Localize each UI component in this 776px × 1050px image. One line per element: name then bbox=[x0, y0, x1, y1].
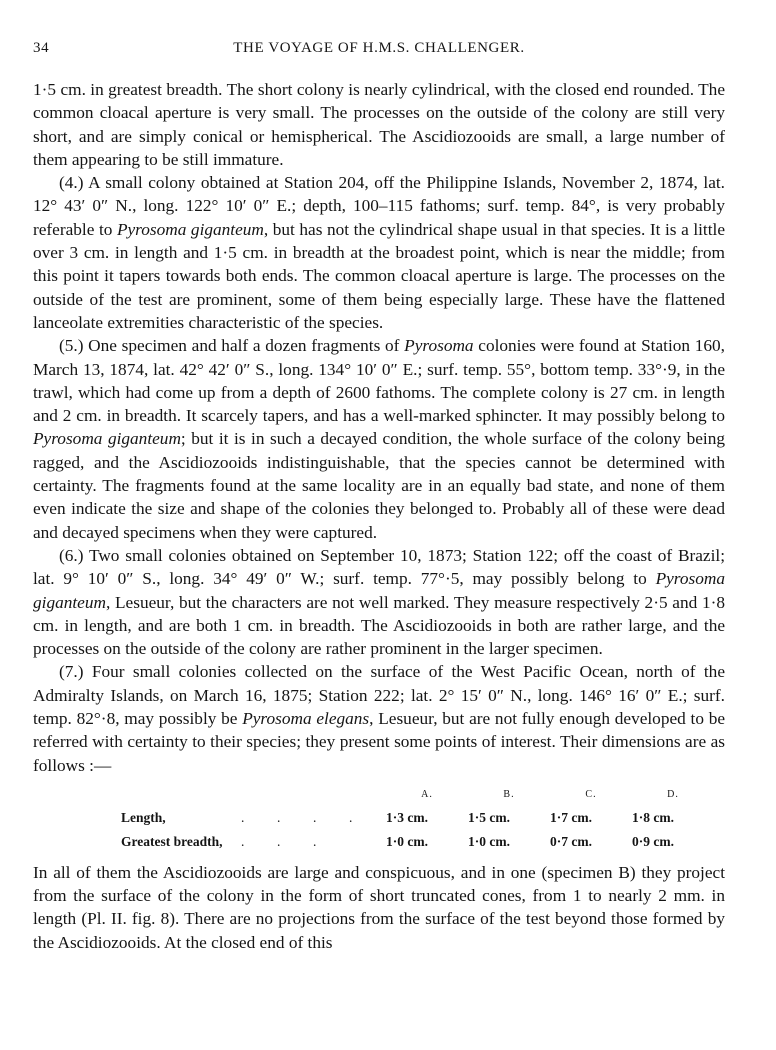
table-cell: 0·7 cm. bbox=[550, 833, 592, 849]
leader-dot: . bbox=[277, 833, 281, 849]
row-label: Length, bbox=[121, 810, 166, 826]
table-cell: 1·0 cm. bbox=[468, 833, 510, 849]
column-header-c: C. bbox=[585, 788, 597, 800]
leader-dot: . bbox=[241, 833, 245, 849]
column-header-a: A. bbox=[421, 788, 433, 800]
leader-dot: . bbox=[349, 810, 353, 826]
text-run: (4.) A small colony obtained at Station 204, off the Philippine Islands, November 2, 1874, lat. 12° 43′ 0″ N., long. 122° 10′ 0″ E.; depth, 100–115 fathoms; surf. temp. 84°, is very probably referable to bbox=[33, 173, 725, 239]
leader-dot: . bbox=[277, 810, 281, 826]
table-cell: 1·0 cm. bbox=[386, 833, 428, 849]
table-row-breadth bbox=[121, 830, 714, 853]
leader-dot: . bbox=[241, 810, 245, 826]
page-number: 34 bbox=[33, 40, 50, 56]
text-run: colonies were found at Station 160, March 13, 1874, lat. 42° 42′ 0″ S., long. 134° 10′ 0″ E.; surf. temp. 55°, bottom temp. 33°·9, in the trawl, which had come up from a depth of 2600 fathoms. The complete colony is 27 cm. in length and 2 cm. in breadth. It scarcely tapers, and has a well-marked sphincter. It may possibly belong to bbox=[33, 336, 725, 426]
paragraph-continuation: 1·5 cm. in greatest breadth. The short colony is nearly cylindrical, with the closed end rounded. The common cloacal aperture is very small. The processes on the outside of the colony are still very short, and are simply conical or hemispherical. The Ascidiozooids are small, a large number of them appearing to be still immature. bbox=[33, 80, 725, 169]
dimensions-table bbox=[121, 783, 714, 853]
table-cell: 1·8 cm. bbox=[632, 810, 674, 826]
table-row-length bbox=[121, 806, 714, 829]
text-run: , but has not the cylindrical shape usual in that species. It is a little over 3 cm. in length and 1·5 cm. in breadth at the broadest point, which is near the middle; from this point it tapers towards both ends. The common cloacal aperture is large. The processes on the outside of the test are prominent, some of them being especially large. These have the flattened lanceolate extremities characteristic of the species. bbox=[33, 219, 725, 332]
table-header-row bbox=[121, 783, 714, 806]
text-run: , Lesueur, but the characters are not well marked. They measure respectively 2·5 and 1·8 cm. in length, and are both 1 cm. in breadth. The Ascidiozooids in both are rather large, and the processes on the outside of the colony are rather prominent in the larger specimen. bbox=[33, 592, 725, 659]
genus-name: Pyrosoma bbox=[404, 336, 474, 356]
species-name: Pyrosoma giganteum bbox=[33, 569, 725, 612]
table-cell: 1·7 cm. bbox=[550, 810, 592, 826]
table-cell: 1·5 cm. bbox=[468, 810, 510, 826]
paragraph-specimen-6 bbox=[33, 544, 725, 660]
text-run: (7.) Four small colonies collected on the surface of the West Pacific Ocean, north of the Admiralty Islands, on March 16, 1875; Station 222; lat. 2° 15′ 0″ N., long. 146° 16′ 0″ E.; surf. temp. 82°·8, may possibly be bbox=[33, 662, 725, 729]
text-run: , Lesueur, but are not fully enough developed to be referred with certainty to their species; they present some points of interest. Their dimensions are as follows :— bbox=[33, 709, 726, 775]
column-header-b: B. bbox=[503, 788, 515, 800]
leader-dot: . bbox=[313, 810, 317, 826]
leader-dots bbox=[241, 830, 386, 853]
page bbox=[33, 40, 725, 954]
paragraph-observations: In all of them the Ascidiozooids are large and conspicuous, and in one (specimen B) they project from the surface of the colony in the form of short truncated cones, from 1 to nearly 2 mm. in length (Pl. II. fig. 8). There are no projections from the surface of the test beyond those formed by the Ascidiozooids. At the closed end of this bbox=[33, 862, 725, 952]
table-cell: 0·9 cm. bbox=[632, 833, 674, 849]
leader-dots bbox=[241, 806, 386, 829]
paragraph-specimen-7 bbox=[33, 660, 725, 776]
paragraph-specimen-5 bbox=[33, 334, 725, 544]
running-header bbox=[33, 40, 725, 70]
column-header-d: D. bbox=[667, 788, 679, 800]
species-name: Pyrosoma giganteum bbox=[116, 219, 264, 239]
row-label: Greatest breadth, bbox=[121, 833, 223, 849]
table-cell: 1·3 cm. bbox=[386, 810, 428, 826]
paragraph-specimen-4 bbox=[33, 171, 725, 334]
table-spacer bbox=[121, 783, 241, 806]
text-run: (5.) One specimen and half a dozen fragments of bbox=[59, 336, 405, 356]
leader-dot: . bbox=[313, 833, 317, 849]
body-text bbox=[33, 78, 725, 954]
text-run: ; but it is in such a decayed condition, the whole surface of the colony being ragged, and the Ascidiozooids indistinguishable, that the species cannot be determined with certainty. The fragments found at the same locality are in an equally bad state, and none of them even indicate the size and shape of the colonies they belonged to. Probably all of these were dead and decayed specimens when they were captured. bbox=[33, 429, 725, 542]
species-name: Pyrosoma giganteum bbox=[33, 429, 181, 449]
text-run: (6.) Two small colonies obtained on September 10, 1873; Station 122; off the coast of Brazil; lat. 9° 10′ 0″ S., long. 34° 49′ 0″ W.; surf. temp. 77°·5, may possibly belong to bbox=[33, 545, 725, 589]
species-name: Pyrosoma elegans bbox=[242, 709, 370, 729]
table-spacer bbox=[241, 783, 386, 806]
running-title: THE VOYAGE OF H.M.S. CHALLENGER. bbox=[233, 40, 525, 56]
